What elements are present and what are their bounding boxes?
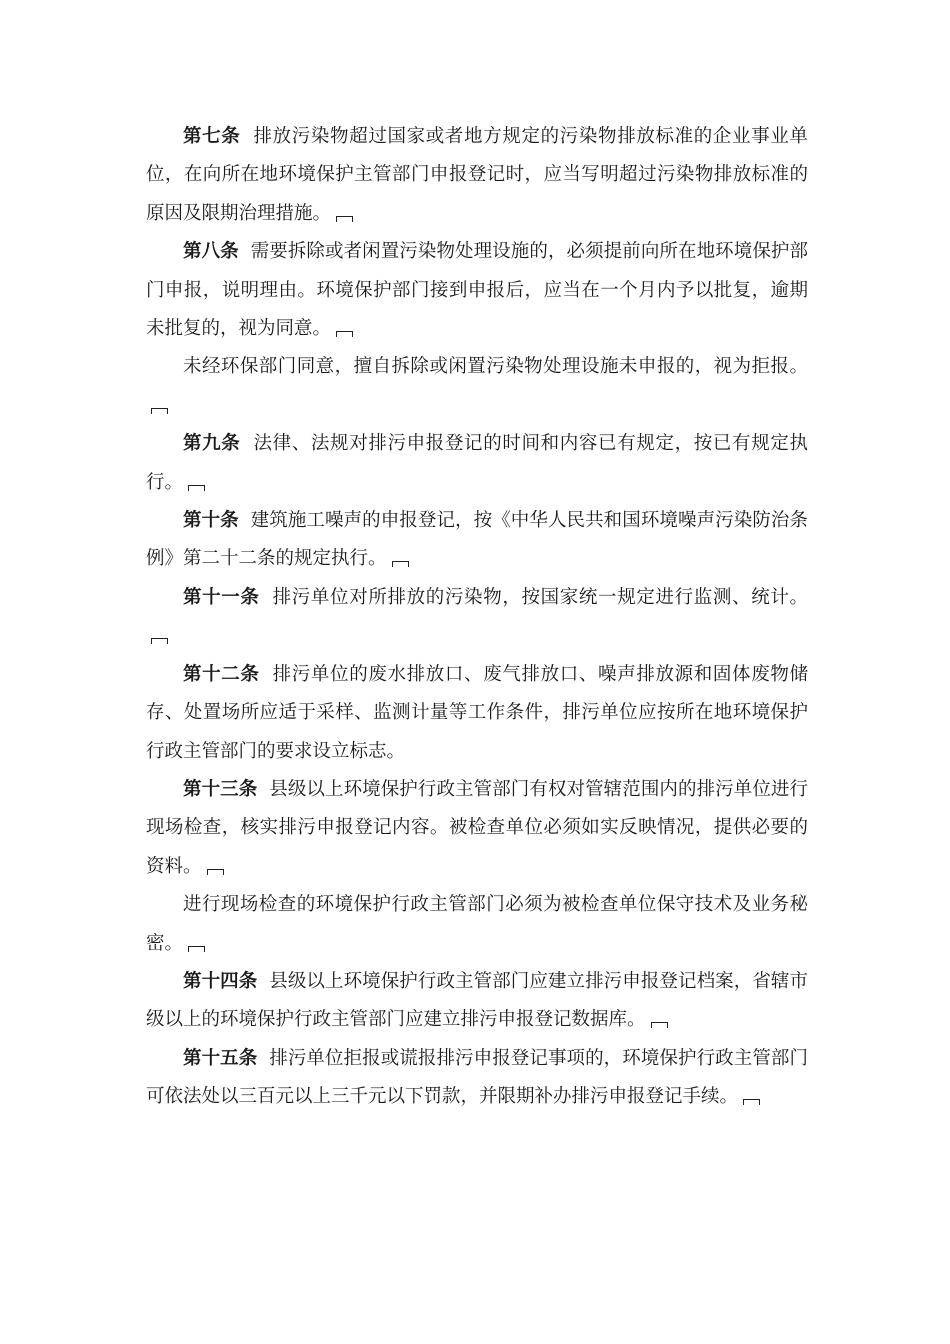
paragraph-article-15: [146, 1040, 808, 1117]
paragraph-mark-icon: [207, 869, 224, 875]
article-number: 第七条: [183, 126, 241, 147]
article-number: 第十条: [183, 510, 239, 532]
article-number: 第八条: [183, 241, 239, 263]
paragraph-mark-icon: [392, 561, 409, 567]
article-text: 县级以上环境保护行政主管部门有权对管辖范围内的排污单位进行现场检查，核实排污申报登记内容。被检查单位必须如实反映情况，提供必要的资料。: [146, 778, 808, 877]
paragraph-article-8: [146, 233, 808, 348]
paragraph-article-13-cont: [146, 886, 808, 963]
article-text: 排放污染物超过国家或者地方规定的污染物排放标准的企业事业单位，在向所在地环境保护主管部门申报登记时，应当写明超过污染物排放标准的原因及限期治理措施。: [146, 126, 808, 224]
paragraph-article-14: [146, 963, 808, 1040]
paragraph-mark-icon: [651, 1022, 668, 1028]
article-text: 法律、法规对排污申报登记的时间和内容已有规定，按已有规定执行。: [146, 433, 808, 493]
article-number: 第十一条: [183, 586, 260, 608]
paragraph-mark-icon: [188, 946, 205, 952]
paragraph-article-9: [146, 425, 808, 502]
article-text: 排污单位拒报或谎报排污申报登记事项的，环境保护行政主管部门可依法处以三百元以上三千元以下罚款，并限期补办排污申报登记手续。: [146, 1047, 808, 1108]
paragraph-article-13: [146, 771, 808, 886]
article-text: 排污单位对所排放的污染物，按国家统一规定进行监测、统计。: [272, 586, 808, 608]
article-number: 第十三条: [183, 778, 258, 800]
article-number: 第十二条: [183, 663, 260, 685]
document-body: [146, 118, 808, 1117]
paragraph-mark-icon: [151, 408, 168, 414]
article-text: 县级以上环境保护行政主管部门应建立排污申报登记档案，省辖市级以上的环境保护行政主管部门应建立排污申报登记数据库。: [146, 970, 808, 1031]
paragraph-article-7: [146, 118, 808, 233]
article-text: 排污单位的废水排放口、废气排放口、噪声排放源和固体废物储存、处置场所应适于采样、监测计量等工作条件，排污单位应按所在地环境保护行政主管部门的要求设立标志。: [146, 663, 808, 762]
paragraph-article-11: [146, 579, 808, 656]
paragraph-article-12: [146, 656, 808, 771]
article-text: 需要拆除或者闲置污染物处理设施的，必须提前向所在地环境保护部门申报，说明理由。环境保护部门接到申报后，应当在一个月内予以批复，逾期未批复的，视为同意。: [146, 241, 808, 340]
paragraph-mark-icon: [743, 1099, 760, 1105]
article-text: 未经环保部门同意，擅自拆除或闲置污染物处理设施未申报的，视为拒报。: [183, 356, 808, 378]
article-number: 第十四条: [183, 970, 258, 992]
paragraph-mark-icon: [336, 216, 353, 222]
paragraph-mark-icon: [336, 331, 353, 337]
article-text: 进行现场检查的环境保护行政主管部门必须为被检查单位保守技术及业务秘密。: [146, 894, 808, 954]
paragraph-mark-icon: [188, 485, 205, 491]
article-number: 第九条: [183, 433, 241, 455]
paragraph-article-10: [146, 502, 808, 579]
paragraph-mark-icon: [151, 638, 168, 644]
article-text: 建筑施工噪声的申报登记，按《中华人民共和国环境噪声污染防治条例》第二十二条的规定执行。: [146, 510, 808, 570]
article-number: 第十五条: [183, 1047, 258, 1069]
paragraph-article-8-cont: [146, 348, 808, 425]
